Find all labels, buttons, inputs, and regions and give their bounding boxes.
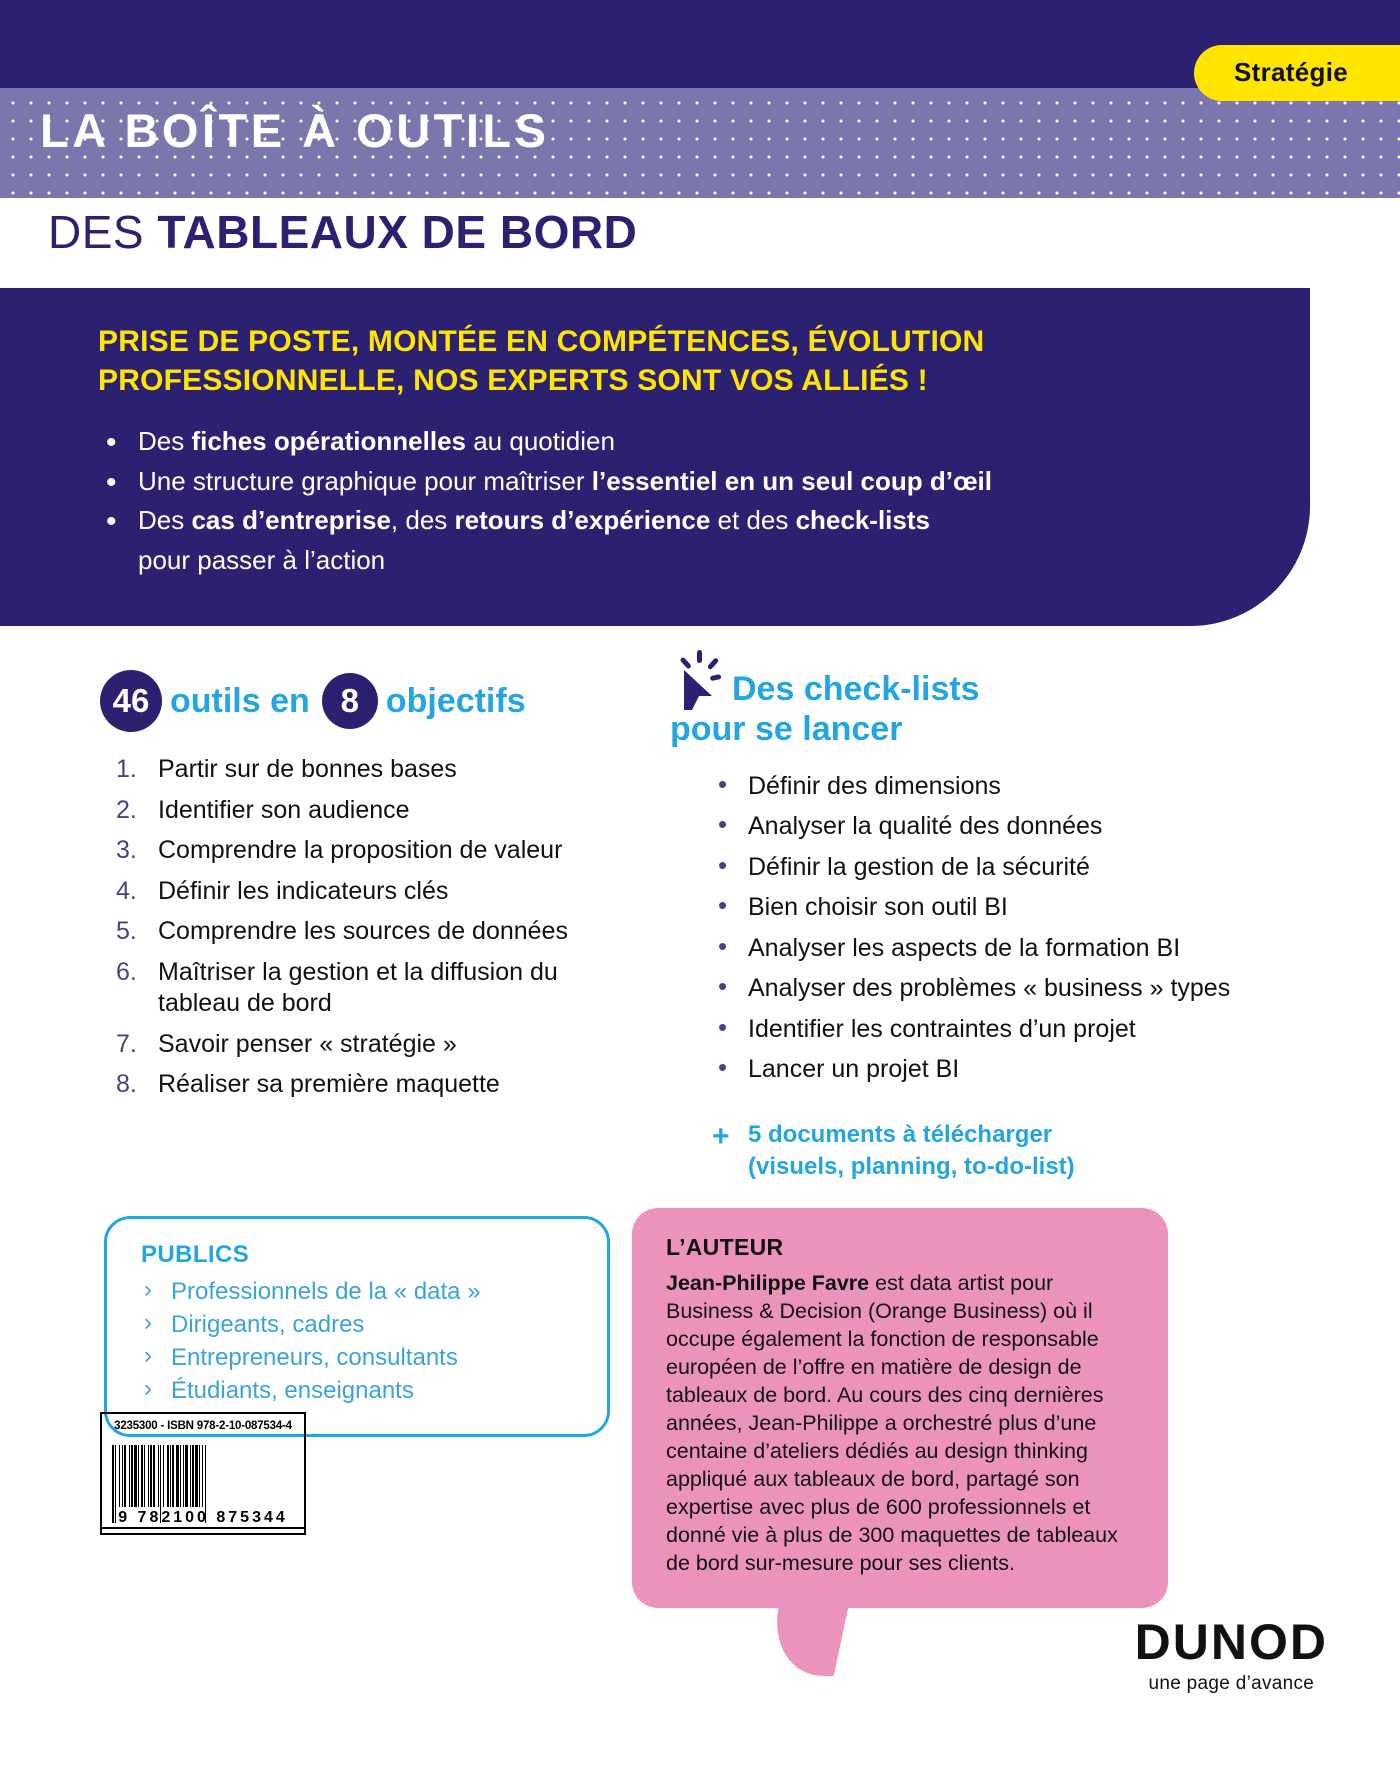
list-item: • Définir la gestion de la sécurité	[714, 852, 1260, 893]
checklists-title	[670, 670, 1260, 749]
publics-box	[104, 1216, 610, 1437]
promo-headline-line1: PRISE DE POSTE, MONTÉE EN COMPÉTENCES, ÉVOLUTION	[98, 325, 985, 358]
publics-title: PUBLICS	[141, 1241, 250, 1268]
list-item: • Analyser les aspects de la formation BI	[714, 933, 1260, 974]
objectifs-count-circle: 8	[322, 673, 378, 729]
docs-line1: 5 documents à télécharger	[748, 1120, 1053, 1148]
list-item: Maîtriser la gestion et la diffusion du tableau de bord	[158, 957, 558, 1018]
outils-heading	[100, 670, 640, 732]
list-item: Savoir penser « stratégie »	[158, 1029, 457, 1058]
list-item: • Bien choisir son outil BI	[714, 892, 1260, 933]
publisher-tagline: une page d’avance	[1148, 1673, 1315, 1694]
promo-headline-line2: PROFESSIONNELLE, NOS EXPERTS SONT VOS ALLIÉS !	[98, 364, 928, 397]
plus-icon: +	[712, 1119, 730, 1153]
outils-count-circle: 46	[100, 670, 162, 732]
promo-b1-post: au quotidien	[466, 426, 615, 456]
list-item: Réaliser sa première maquette	[158, 1070, 500, 1099]
promo-panel	[0, 288, 1310, 626]
list-item: › Dirigeants, cadres	[141, 1309, 577, 1342]
publisher-logo	[1135, 1613, 1328, 1695]
docs-line2: (visuels, planning, to-do-list)	[748, 1152, 1075, 1180]
checklists-title-line2: pour se lancer	[670, 709, 903, 748]
list-item: • Définir des dimensions	[714, 771, 1260, 812]
promo-b3-bold3: check-lists	[795, 505, 930, 536]
book-title-prefix: DES	[48, 206, 158, 258]
promo-b3-mid: , des	[390, 505, 455, 536]
list-item: • Analyser des problèmes « business » types	[714, 973, 1260, 1014]
publics-list	[141, 1276, 577, 1408]
list-item: Comprendre les sources de données	[158, 917, 568, 946]
author-bio-text: est data artist pour Business & Decision (Orange Business) où il occupe également la fonction de responsable européen de l’offre en matière de design de tableaux de bord. Au cours des cinq dernières années, Jean-Philippe a orchestré plus d’une centaine d’ateliers dédiés au design thinking appliqué aux tableaux de bord, partagé son expertise avec plus de 600 professionnels et donné vie à plus de 300 maquettes de tableaux de bord sur-mesure pour ses clients.	[666, 1271, 1118, 1576]
isbn-text: 3235300 - ISBN 978-2-10-087534-4	[100, 1412, 306, 1437]
barcode	[100, 1412, 306, 1535]
cover-header	[0, 0, 1400, 290]
speech-bubble-tail	[764, 1598, 851, 1676]
promo-bullet-2	[98, 462, 1250, 502]
promo-b3-bold1: cas d’entreprise	[191, 505, 391, 536]
promo-headline	[98, 322, 1250, 400]
promo-bullet-3	[98, 501, 1250, 541]
author-box-title: L’AUTEUR	[666, 1234, 784, 1260]
publisher-name: DUNOD	[1134, 1614, 1328, 1670]
click-cursor-icon	[670, 648, 728, 714]
list-item: Définir les indicateurs clés	[158, 876, 449, 905]
page-title	[48, 205, 637, 259]
list-item: • Analyser la qualité des données	[714, 811, 1260, 852]
checklists-column	[640, 670, 1260, 1182]
list-item: • Lancer un projet BI	[714, 1054, 1260, 1095]
list-item: › Étudiants, enseignants	[141, 1375, 577, 1408]
author-bio	[666, 1269, 1134, 1578]
outils-label: outils en	[170, 681, 310, 720]
promo-bullet-list	[98, 422, 1250, 580]
checklists-heading	[670, 670, 1260, 749]
list-item: • Identifier les contraintes d’un projet	[714, 1014, 1260, 1055]
list-item: › Entrepreneurs, consultants	[141, 1342, 577, 1375]
promo-bullet-1	[98, 422, 1250, 462]
category-badge: Stratégie	[1194, 45, 1400, 101]
checklists-title-line1: Des check-lists	[732, 670, 980, 709]
promo-b2-pre: Une structure graphique pour maîtriser	[138, 465, 592, 496]
objectifs-list	[100, 754, 640, 1110]
promo-b3-bold2: retours d’expérience	[454, 505, 711, 536]
main-columns	[0, 626, 1400, 1182]
objectifs-column	[0, 670, 640, 1182]
list-item: Identifier son audience	[158, 795, 410, 824]
downloadable-docs-note	[670, 1119, 1260, 1182]
checklists-list	[670, 771, 1260, 1095]
author-box	[632, 1208, 1168, 1608]
promo-b1-bold: fiches opérationnelles	[191, 426, 466, 456]
list-item: › Professionnels de la « data »	[141, 1276, 577, 1309]
author-name: Jean-Philippe Favre	[666, 1271, 870, 1295]
objectifs-label: objectifs	[385, 681, 526, 720]
ean-digits: 9 782100 875344	[100, 1507, 306, 1535]
promo-bullet-3-continuation: pour passer à l’action	[138, 544, 386, 575]
promo-b1-pre: Des	[138, 426, 192, 456]
promo-b3-pre: Des	[138, 505, 192, 536]
promo-b2-bold: l’essentiel en un seul coup d’œil	[591, 465, 992, 496]
header-navy-band	[0, 0, 1400, 88]
list-item: Comprendre la proposition de valeur	[158, 836, 563, 865]
book-title-main: TABLEAUX DE BORD	[157, 206, 638, 258]
series-brand-title: LA BOÎTE À OUTILS	[40, 104, 550, 157]
list-item: Partir sur de bonnes bases	[158, 755, 457, 784]
promo-b3-mid2: et des	[710, 505, 796, 536]
